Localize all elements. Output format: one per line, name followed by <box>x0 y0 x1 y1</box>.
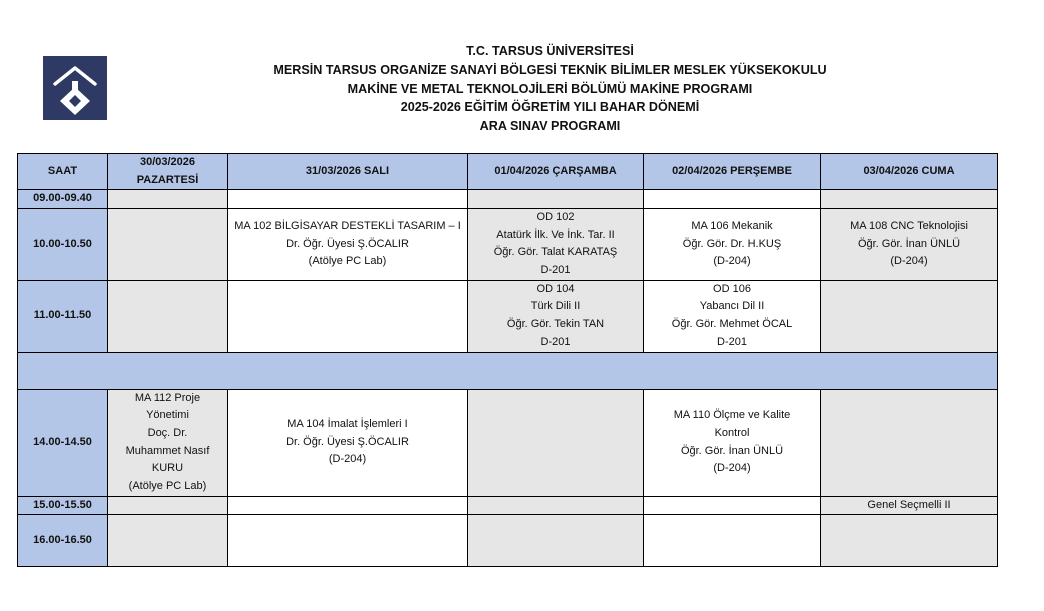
empty-cell <box>108 209 228 280</box>
exam-cell-line: MA 102 BİLGİSAYAR DESTEKLİ TASARIM – I <box>234 219 461 232</box>
exam-cell-line: Yabancı Dil II <box>699 300 765 313</box>
empty-cell <box>468 496 644 515</box>
exam-cell-line: MA 110 Ölçme ve Kalite <box>673 409 791 422</box>
exam-cell-line: Dr. Öğr. Üyesi Ş.ÖCALIR <box>286 237 409 250</box>
exam-cell-line: Öğr. Gör. Talat KARATAŞ <box>493 246 618 259</box>
empty-cell <box>644 190 821 209</box>
exam-cell-sali <box>228 389 468 496</box>
column-header-line: 30/03/2026 <box>139 156 196 168</box>
exam-cell-line: OD 102 <box>536 211 575 224</box>
exam-cell-line: Kontrol <box>714 426 750 439</box>
title-department: MAKİNE VE METAL TEKNOLOJİLERİ BÖLÜMÜ MAKİNE PROGRAMI <box>347 81 753 96</box>
university-logo-icon <box>43 56 107 120</box>
time-slot-row <box>18 389 998 496</box>
exam-cell-line: D-201 <box>540 263 571 276</box>
empty-cell <box>821 190 998 209</box>
column-header-line: 01/04/2026 ÇARŞAMBA <box>494 164 617 177</box>
exam-cell-line: (Atölye PC Lab) <box>308 255 387 268</box>
time-slot-label: 15.00-15.50 <box>18 496 108 515</box>
empty-cell <box>468 515 644 567</box>
column-header-line: 31/03/2026 SALI <box>305 164 390 177</box>
column-header-persembe <box>644 154 821 190</box>
lunch-break-row <box>18 352 998 389</box>
time-slot-label: 10.00-10.50 <box>18 209 108 280</box>
exam-cell-line: (D-204) <box>890 255 928 268</box>
empty-cell <box>821 389 998 496</box>
exam-cell-line: Öğr. Gör. İnan ÜNLÜ <box>857 237 961 250</box>
empty-cell <box>468 190 644 209</box>
title-term: 2025-2026 EĞİTİM ÖĞRETİM YILI BAHAR DÖNEMİ <box>400 100 700 115</box>
exam-cell-line: Öğr. Gör. Dr. H.KUŞ <box>682 237 782 250</box>
exam-cell-carsamba <box>468 209 644 280</box>
exam-cell-line: Yönetimi <box>146 409 189 422</box>
column-header-cuma <box>821 154 998 190</box>
exam-cell-carsamba <box>468 280 644 352</box>
time-slot-row <box>18 280 998 352</box>
time-slot-row <box>18 496 998 515</box>
column-header-line: 03/04/2026 CUMA <box>863 164 955 177</box>
exam-cell-persembe <box>644 280 821 352</box>
title-program: ARA SINAV PROGRAMI <box>479 119 621 134</box>
exam-cell-pazartesi <box>108 389 228 496</box>
time-slot-label: 09.00-09.40 <box>18 190 108 209</box>
break-cell <box>18 352 998 389</box>
empty-cell <box>108 496 228 515</box>
empty-cell <box>108 190 228 209</box>
exam-cell-line: Dr. Öğr. Üyesi Ş.ÖCALIR <box>286 435 409 448</box>
column-header-sali <box>228 154 468 190</box>
column-header-line: PAZARTESİ <box>136 173 199 186</box>
empty-cell <box>821 515 998 567</box>
empty-cell <box>228 280 468 352</box>
time-slot-label: 11.00-11.50 <box>18 280 108 352</box>
exam-cell-line: Türk Dili II <box>530 300 581 313</box>
title-school: MERSİN TARSUS ORGANİZE SANAYİ BÖLGESİ TEKNİK BİLİMLER MESLEK YÜKSEKOKULU <box>273 62 827 77</box>
exam-cell-line: MA 108 CNC Teknolojisi <box>850 219 968 232</box>
empty-cell <box>228 496 468 515</box>
exam-cell-line: D-201 <box>717 335 747 348</box>
exam-schedule-table <box>17 153 998 567</box>
column-header-line: SAAT <box>47 164 78 177</box>
time-slot-label: 16.00-16.50 <box>18 515 108 567</box>
exam-cell-line: (Atölye PC Lab) <box>128 479 207 492</box>
header-row <box>18 154 998 190</box>
exam-cell-line: (D-204) <box>328 453 367 466</box>
exam-cell-line: MA 104 İmalat İşlemleri I <box>287 418 408 431</box>
exam-cell-cuma <box>821 209 998 280</box>
exam-cell-line: MA 112 Proje <box>134 391 201 404</box>
empty-cell <box>644 496 821 515</box>
column-header-carsamba <box>468 154 644 190</box>
empty-cell <box>468 389 644 496</box>
exam-cell-line: (D-204) <box>713 462 751 475</box>
time-slot-label: 14.00-14.50 <box>18 389 108 496</box>
time-slot-row <box>18 515 998 567</box>
empty-cell <box>108 280 228 352</box>
exam-cell-sali <box>228 209 468 280</box>
exam-cell-line: Öğr. Gör. Tekin TAN <box>506 318 605 331</box>
document-title <box>200 42 900 136</box>
exam-cell-line: MA 106 Mekanik <box>691 219 773 232</box>
title-university: T.C. TARSUS ÜNİVERSİTESİ <box>466 44 634 58</box>
column-header-saat <box>18 154 108 190</box>
time-slot-row <box>18 209 998 280</box>
exam-cell-line: (D-204) <box>713 255 751 268</box>
exam-cell-line: Doç. Dr. <box>147 426 188 439</box>
empty-cell <box>228 515 468 567</box>
exam-cell-persembe <box>644 209 821 280</box>
time-slot-row <box>18 190 998 209</box>
empty-cell <box>228 190 468 209</box>
exam-cell-line: Öğr. Gör. Mehmet ÖCAL <box>671 318 793 331</box>
column-header-line: 02/04/2026 PERŞEMBE <box>672 164 792 177</box>
exam-cell-line: KURU <box>151 462 184 475</box>
exam-cell-line: Öğr. Gör. İnan ÜNLÜ <box>680 444 784 457</box>
exam-cell-line: OD 106 <box>713 282 751 295</box>
empty-cell <box>821 280 998 352</box>
empty-cell <box>644 515 821 567</box>
exam-cell-cuma <box>821 496 998 515</box>
empty-cell <box>108 515 228 567</box>
exam-cell-line: Atatürk İlk. Ve İnk. Tar. II <box>496 228 615 241</box>
column-header-pazartesi <box>108 154 228 190</box>
exam-cell-line: Muhammet Nasıf <box>125 444 210 457</box>
exam-cell-line: Genel Seçmelli II <box>867 498 951 511</box>
exam-cell-line: D-201 <box>540 335 571 348</box>
exam-cell-persembe <box>644 389 821 496</box>
exam-cell-line: OD 104 <box>536 282 575 295</box>
